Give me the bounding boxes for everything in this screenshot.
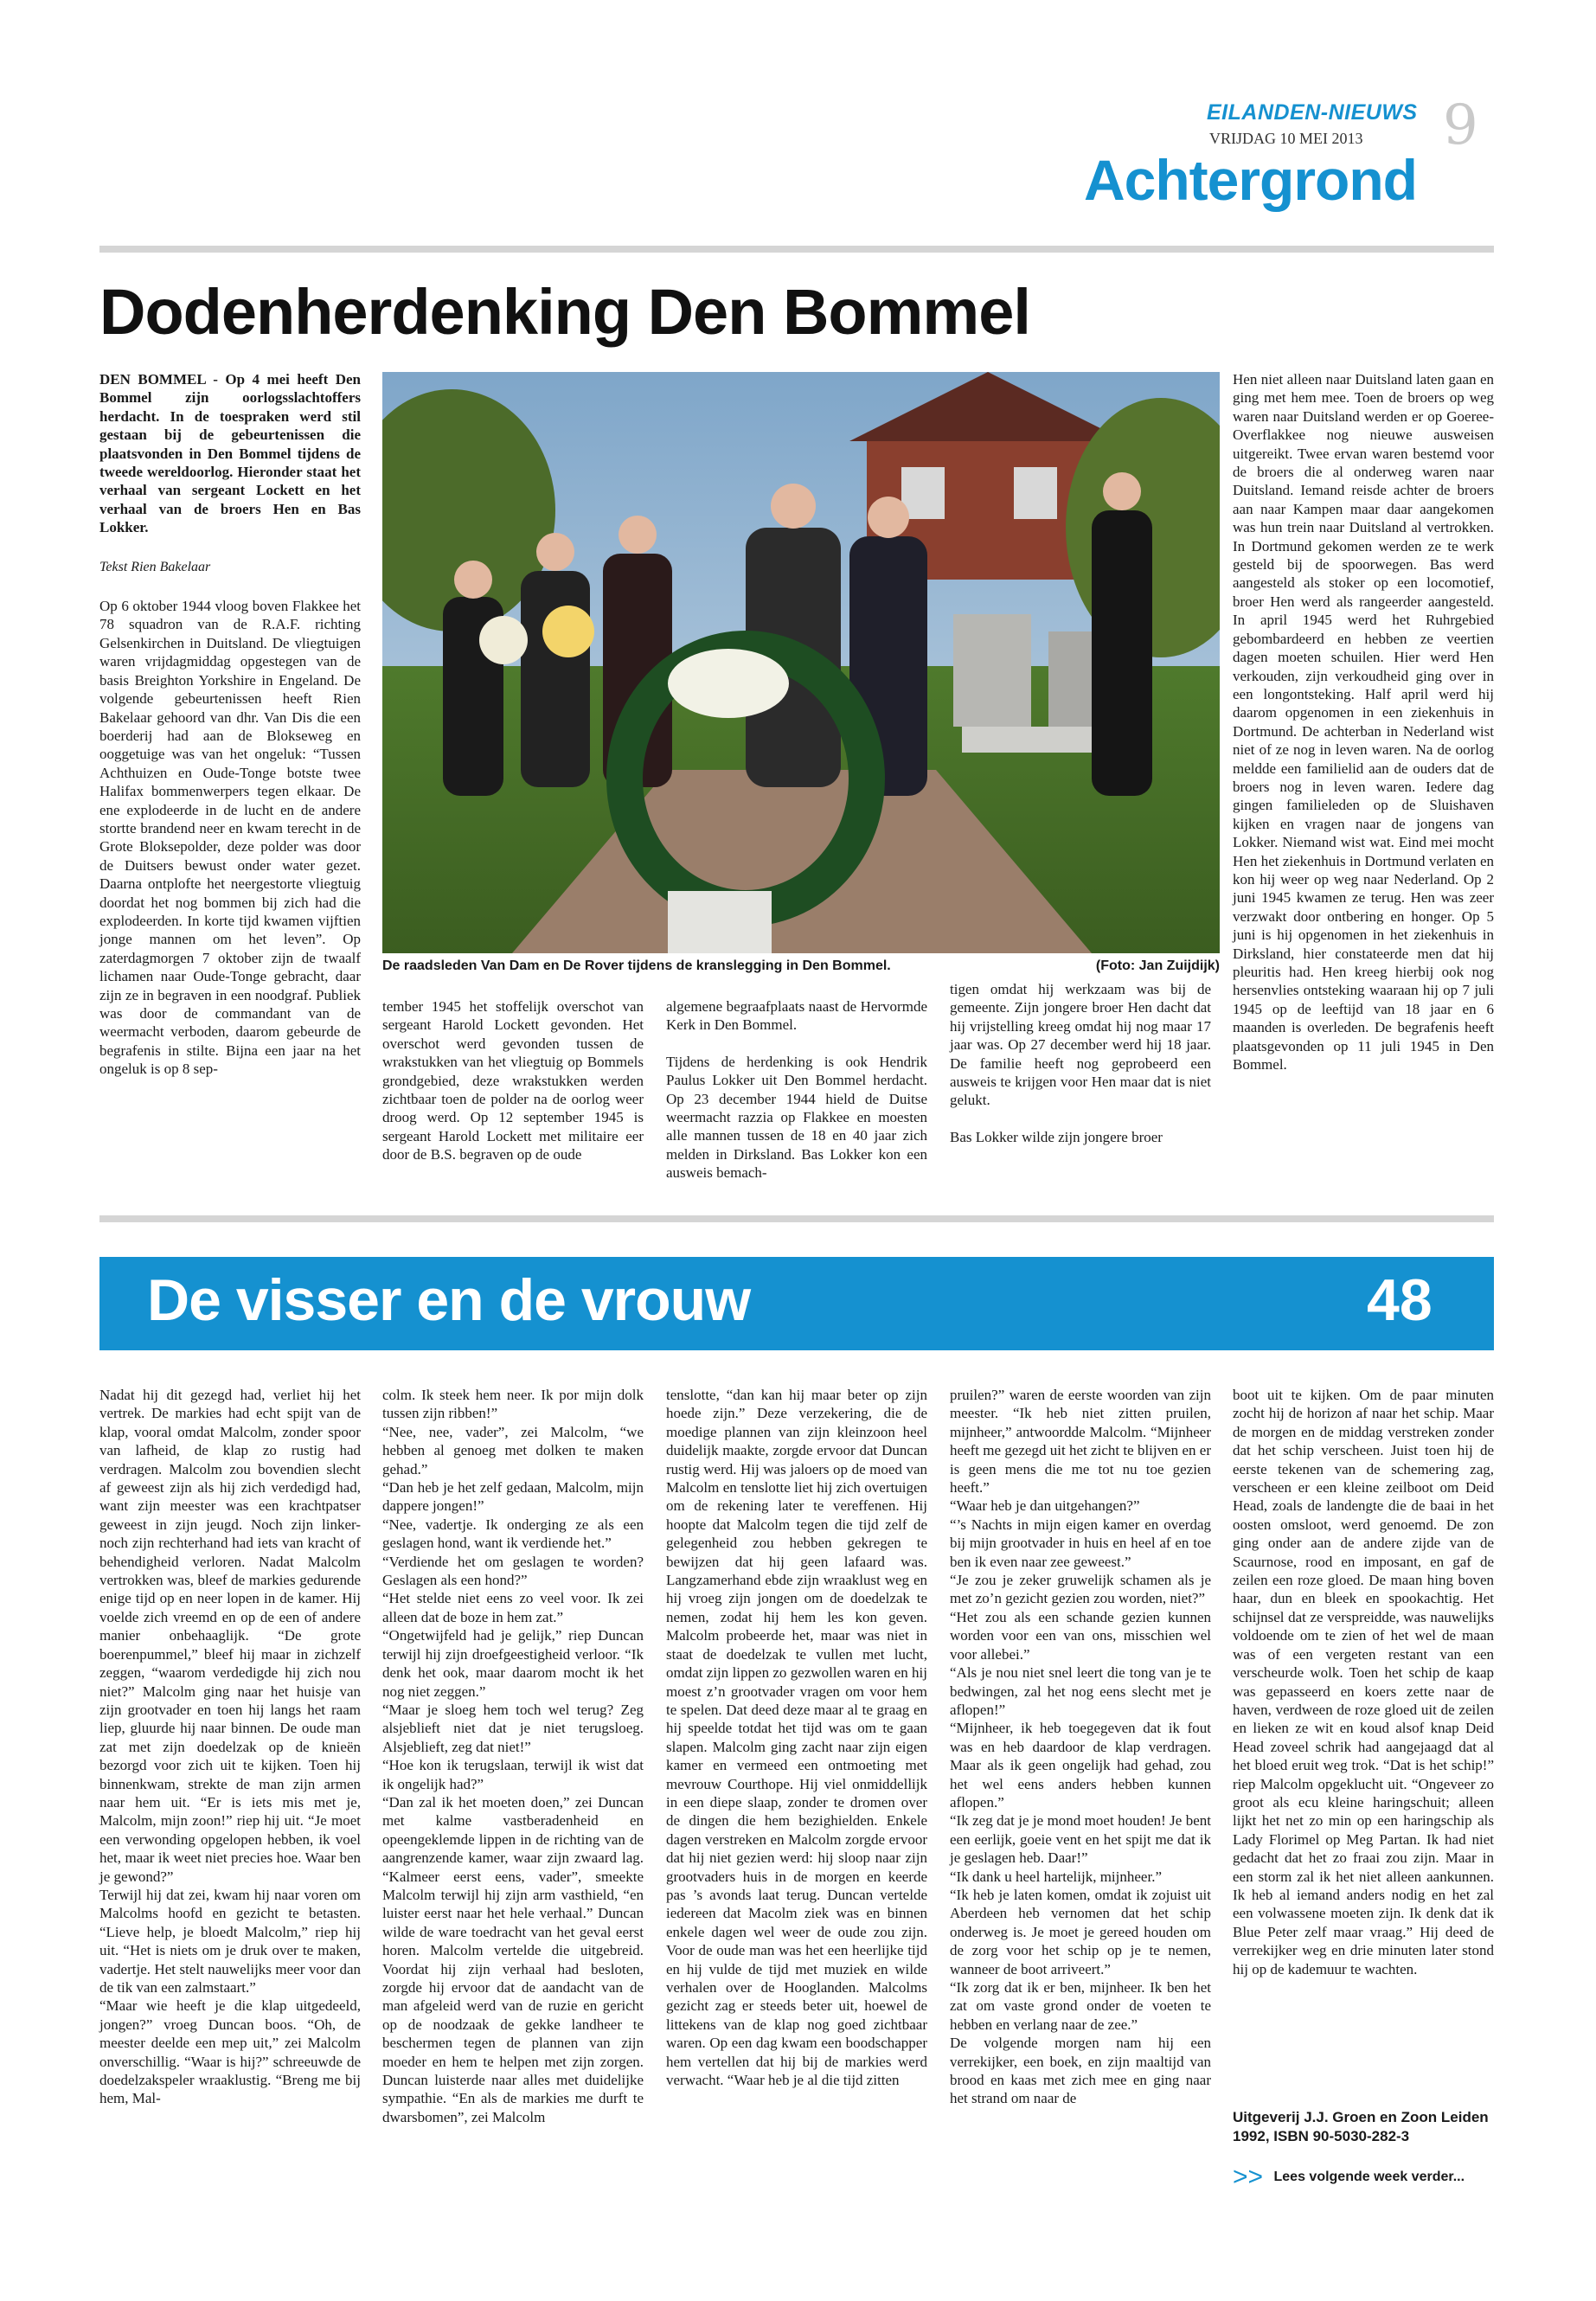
article-column-5: [1233, 370, 1494, 1074]
article-lead: DEN BOMMEL - Op 4 mei heeft Den Bommel zijn oorlogsslachtoffers herdacht. In de toespraken werd stil gestaan bij de gebeurtenissen die plaatsvonden in Den Bommel tijdens de tweede wereldoorlog. Hieronder staat het verhaal van sergeant Lockett en het verhaal van de broers Hen en Bas Lokker.: [99, 371, 361, 536]
serial-column-3: tenslotte, “dan kan hij maar beter op zijn hoede zijn.” Deze verzekering, die de moedige plannen van zijn kleinzoon heel duidelijk maakte, zorgde ervoor dat Duncan rustig werd. Hij was jaloers op de moed van Malcolm en tenslotte liet hij zich overtuigen om de rekening later te vereffenen. Hij hoopte dat Malcolm tegen die tijd zelf de gelegenheid zou hebben gekregen te bewijzen dat hij geen lafaard was. Langzamerhand ebde zijn wraaklust weg en hij vroeg zijn jongen om de doedelzak te nemen, zodat hij hem les kon geven. Malcolm probeerde het, maar was niet in staat de doedelzak te vullen met lucht, omdat zijn lippen zo gezwollen waren en hij moest z’n grootvader vragen om voor hem te spelen. Dat deed deze maar al te graag en hij speelde totdat het tijd was om te gaan slapen. Malcolm ging zacht naar zijn eigen kamer en vermeed een ontmoeting met mevrouw Courthope. Hij viel onmiddellijk in een diepe slaap, zonder te dromen over de dingen die hem bezighielden. Enkele dagen verstreken en Malcolm zorgde ervoor dat hij niet gezien werd: hij sloop naar zijn grootvaders huis in de morgen en keerde pas ’s avonds laat terug. Duncan vertelde iedereen dat Macolm ziek was en binnen enkele dagen wel weer de oude zou zijn. Voor de oude man was het een heerlijke tijd en hij vulde de tijd met muziek en wilde verhalen over de Hooglanden. Malcolms gezicht zag er steeds beter uit, hoewel de littekens van de klap nog goed zichtbaar waren. Op een dag kwam een boodschapper hem vertellen dat hij bij de markies werd verwacht. “Waar heb je al die tijd zitten: [666, 1387, 927, 2089]
issue-date: VRIJDAG 10 MEI 2013: [1209, 130, 1363, 147]
continue-text: Lees volgende week verder...: [1273, 2170, 1465, 2185]
article-column-1: [99, 370, 361, 1079]
newspaper-logo: EILANDEN-NIEUWS: [1207, 100, 1418, 125]
article-body-2: tember 1945 het stoffelijk overschot van sergeant Harold Lockett gevonden. Het overschot werd gevonden tussen de wrakstukken van het vliegtuig op Bommels grondgebied, deze wrakstukken werden zichtbaar toen de polder na de oorlog weer droog werd. Op 12 september 1945 is sergeant Harold Lockett met militaire eer door de B.S. begraven op de oude: [382, 998, 644, 1163]
article-column-2: [382, 997, 644, 1164]
article-body-5: Hen niet alleen naar Duitsland laten gaan en ging met hem mee. Toen de broers op weg waren naar Duitsland werden er op Goeree-Overflakkee nog nieuwe ausweisen uitgereikt. Twee ervan waren bestemd voor de broers die al onderweg waren naar Duitsland. Iemand reisde achter de broers aan naar Kampen maar daar aangekomen was hun trein naar Duitsland al vertrokken. In Dortmund gekomen werden ze te werk gesteld bij de spoorwegen. Bas werd aangesteld als stoker op een locomotief, broer Hen werd als rangeerder aangesteld. In april 1945 werd het Ruhrgebied gebombardeerd en hebben ze veertien dagen moeten schuilen. Hier werd Hen verkouden, zijn verkoudheid ging over in een longontsteking. Half april werd hij daarom opgenomen in een ziekenhuis in Dortmund. De achterban in Nederland wist niet of ze nog in leven waren. Na de oorlog meldde een familielid aan de ouders dat de broers nog in leven waren. Iedere dag gingen familieleden op de Sluishaven kijken en vragen naar de jongens van Lokker. Niemand wist wat. Eind mei mocht Hen het ziekenhuis in Dortmund verlaten en kon hij weer op weg naar Nederland. Op 2 juni 1945 kwamen ze terug. Hen was zeer verzwakt door ontbering en honger. Op 5 juni is hij opgenomen in het ziekenhuis in Dirksland, hier constateerde men dat hij pleuritis had. Hen kreeg hierbij ook nog hersenvlies ontsteking waaraan hij op 7 juli 1945 op de leeftijd van 18 jaar en 6 maanden is overleden. De begrafenis heeft plaatsgevonden op 11 juli 1945 in Den Bommel.: [1233, 371, 1494, 1074]
article-body-3a: algemene begraafplaats naast de Hervormde Kerk in Den Bommel.: [666, 998, 927, 1034]
serial-column-2: colm. Ik steek hem neer. Ik por mijn dolk tussen zijn ribben!” “Nee, nee, vader”, zei Malcolm, “we hebben al genoeg met dolken te maken gehad.” “Dan heb je het zelf gedaan, Malcolm, mijn dappere jongen!” “Nee, vadertje. Ik onderging ze als een geslagen hond, want ik verdiende het.” “Verdiende het om geslagen te worden? Geslagen als een hond?” “Het stelde niet eens zo veel voor. Ik zei alleen dat de boze in hem zat.” “Ongetwijfeld had je gelijk,” riep Duncan terwijl hij zijn droefgeestigheid verloor. “Ik denk het ook, maar daarom mocht ik het nog niet zeggen.” “Maar je sloeg hem toch wel terug? Zeg alsjeblieft niet dat je niet terugsloeg. Alsjeblieft, zeg dat niet!” “Hoe kon ik terugslaan, terwijl ik wist dat ik ongelijk had?” “Dan zal ik het moeten doen,” zei Duncan met kalme vastberadenheid en opeengeklemde lippen in de richting van de aangrenzende kamer, waar zijn zwaard lag. “Kalmeer eerst eens, vader”, smeekte Malcolm terwijl hij zijn arm vasthield, “en luister eerst naar het hele verhaal.” Duncan wilde de ware toedracht van het geval eerst horen. Malcolm vertelde die uitgebreid. Voordat hij zijn verhaal had besloten, zorgde hij ervoor dat de aandacht van de man afgeleid werd van de ruzie en gericht op de noodzaak de gekke landheer te beschermen tegen de plannen van zijn moeder en hem te helpen met zijn zorgen. Duncan luisterde naar alles met duidelijke sympathie. “En als de markies me durft te dwarsbomen”, zei Malcolm: [382, 1387, 644, 2125]
photo-credit: (Foto: Jan Zuijdijk): [1095, 958, 1220, 973]
page-number: 9: [1443, 93, 1478, 157]
article-column-3: [666, 997, 927, 1183]
article-column-4: [950, 980, 1211, 1146]
photo-caption: [382, 958, 1220, 974]
article-headline: Dodenherdenking Den Bommel: [99, 276, 1030, 348]
top-divider: [99, 246, 1494, 253]
publisher-note: Uitgeverij J.J. Groen en Zoon Leiden 1992, ISBN 90-5030-282-3: [1233, 2109, 1489, 2144]
continue-next-week: [1233, 2163, 1494, 2192]
section-title: Achtergrond: [1084, 148, 1417, 212]
article-body-1: Op 6 oktober 1944 vloog boven Flakkee het 78 squadron van de R.A.F. richting Gelsenkirchen in Duitsland. De vliegtuigen waren vrijdagmiddag opgestegen van de basis Breighton Yorkshire in Engeland. De volgende gebeurtenissen heeft Rien Bakelaar gehoord van dhr. Van Dis die een boerderij had aan de Blokseweg en ooggetuige was van het ongeluk: “Tussen Achthuizen en Oude-Tonge botste twee Halifax bommenwerpers tegen elkaar. De ene explodeerde in de lucht en de andere stortte brandend neer en kwam terecht in de Grote Bloksepolder, deze polder was door de Duitsers bewust onder water gezet. Daarna ontplofte het neergestorte vliegtuig doordat het nog bommen bij zich had die explodeerden. In korte tijd kwamen vijftien jonge mannen om het leven”. Op zaterdagmorgen 7 oktober zijn de twaalf lichamen naar Oude-Tonge gebracht, daar zijn ze in begraven in een noodgraf. Publiek was door de commandant van de weermacht verboden, daarom gebeurde de begrafenis in stilte. Bijna een jaar na het ongeluk is op 8 sep-: [99, 598, 361, 1078]
article-body-4a: tigen omdat hij werkzaam was bij de gemeente. Zijn jongere broer Hen dacht dat hij vrijstelling kreeg omdat hij nog maar 17 jaar was. Op 27 december werd hij 18 jaar. De familie heeft nog geprobeerd een ausweis te krijgen voor Hen maar dat is niet gelukt.: [950, 981, 1211, 1109]
memorial-photo: [382, 372, 1220, 953]
middle-divider: [99, 1215, 1494, 1222]
serial-title: De visser en de vrouw: [147, 1267, 751, 1333]
article-body-3b: Tijdens de herdenking is ook Hendrik Paulus Lokker uit Den Bommel herdacht. Op 23 december 1944 hield de Duitse weermacht razzia op Flakkee en moesten alle mannen tussen de 18 en 40 jaar zich melden in Dirksland. Bas Lokker kon een ausweis bemach-: [666, 1053, 927, 1182]
serial-episode: 48: [1367, 1267, 1433, 1333]
article-byline: Tekst Rien Bakelaar: [99, 559, 211, 574]
caption-text: De raadsleden Van Dam en De Rover tijdens de kranslegging in Den Bommel.: [382, 958, 891, 973]
serial-column-4: pruilen?” waren de eerste woorden van zijn meester. “Ik heb niet zitten pruilen, mijnheer,” antwoordde Malcolm. “Mijnheer heeft me gezegd uit het zicht te blijven en er is geen mens die me tot nu toe gezien heeft.” “Waar heb je dan uitgehangen?” “’s Nachts in mijn eigen kamer en overdag bij mijn grootvader in huis en heel af en toe ben ik even naar zee geweest.” “Je zou je zeker gruwelijk schamen als je met zo’n gezicht gezien zou worden, niet?” “Het zou als een schande gezien kunnen worden voor een van ons, misschien wel voor allebei.” “Als je nou niet snel leert die tong van je te bedwingen, zal het nog eens slecht met je aflopen!” “Mijnheer, ik heb toegegeven dat ik fout was en heb daardoor de klap verdragen. Maar als ik geen ongelijk had gehad, zou het wel eens anders hebben kunnen aflopen.” “Ik zeg dat je je mond moet houden! Je bent een eerlijk, goeie vent en het spijt me dat ik je geslagen heb. Daar!” “Ik dank u heel hartelijk, mijnheer.” “Ik heb je laten komen, omdat ik zojuist uit Aberdeen heb vernomen dat het schip onderweg is. Je moet je gereed houden om de zorg voor het schip op je te nemen, wanneer de boot arriveert.” “Ik zorg dat ik er ben, mijnheer. Ik ben het zat om vaste grond onder de voeten te hebben en verlang naar de zee.” De volgende morgen nam hij een verrekijker, een boek, en zijn maaltijd van brood en kaas met zich mee en ging naar het strand om naar de: [950, 1387, 1211, 2107]
serial-column-5: boot uit te kijken. Om de paar minuten zocht hij de horizon af naar het schip. Maar de morgen en de middag verstreken zonder dat het schip verscheen. Juist toen hij de eerste tekenen van de schemering zag, verscheen er een kleine zeilboot om Deid Head, zoals de landengte die de baai in het oosten omsloot, werd genoemd. De zon ging onder aan de andere zijde van de Scaurnose, rood en imposant, en gaf de zeilen een roze gloed. De maan hing boven haar, dun en bleek en spookachtig. Het schijnsel dat ze verspreidde, was nauwelijks voldoende om te zien of het wel de maan was of een vergeten restant van een verscheurde wolk. Toen het schip de kaap was gepasseerd en koers zette naar de haven, verdween de roze gloed uit de zeilen en lieken ze wit en koud alsof knap Deid Head zoveel schrik had aangejaagd dat al het bloed eruit weg trok. “Dat is het schip!” riep Malcolm opgeklucht uit. “Ongeveer zo groot als ecu kleine haringschuit; alleen lijkt het net zo min op een haringschip als Lady Florimel op Meg Partan. Ik had niet gedacht dat het zo fraai zou zijn. Maar in een storm zal ik het niet alleen aankunnen. Ik heb al iemand anders nodig en het zal een volwassene moeten zijn. Ik denk dat ik Blue Peter zelf maar vraag.” Hij deed de verrekijker weg en drie minuten later stond hij op de kademuur te wachten.: [1233, 1387, 1494, 1977]
article-body-4b: Bas Lokker wilde zijn jongere broer: [950, 1128, 1163, 1145]
double-chevron-icon: >>: [1233, 2163, 1264, 2191]
serial-column-1: Nadat hij dit gezegd had, verliet hij het vertrek. De markies had echt spijt van de klap, vooral omdat Malcolm, zonder spoor van lafheid, de klap zo rustig had verdragen. Malcolm zou bovendien slecht af geweest zijn als hij zich verdedigd had, want zijn meester was een krachtpatser geweest in zijn jeugd. Noch zijn linker- noch zijn rechterhand had iets van kracht of behendigheid verloren. Nadat Malcolm vertrokken was, bleef de markies gedurende enige tijd op en neer lopen in de kamer. Hij voelde zich vreemd en op de een of andere manier onbehaaglijk. “De grote boerenpummel,” bleef hij maar in zichzelf zeggen, “waarom verdedigde hij zich nou niet?” Malcolm ging naar het huisje van zijn grootvader en toen hij langs het raam liep, gluurde hij naar binnen. De oude man zat met zijn doedelzak op de knieën bezorgd voor zich uit te kijken. Toen hij binnenkwam, strekte de man zijn armen naar hem uit. “Er is iets mis met je, Malcolm, mijn zoon!” riep hij uit. “Je moet een verwonding opgelopen hebben, ik voel het, maar ik weet niet precies hoe. Waar ben je gewond?” Terwijl hij dat zei, kwam hij naar voren om Malcolms hoofd en gezicht te betasten. “Lieve help, je bloedt Malcolm,” riep hij uit. “Het is niets om je druk over te maken, vadertje. Het stelt nauwelijks meer voor dan de tik van een zalmstaart.” “Maar wie heeft je die klap uitgedeeld, jongen?” vroeg Duncan boos. “Oh, de meester deelde een mep uit,” zei Malcolm onverschillig. “Waar is hij?” schreeuwde de doedelzakspeler wraaklustig. “Breng me bij hem, Mal-: [99, 1387, 361, 2107]
